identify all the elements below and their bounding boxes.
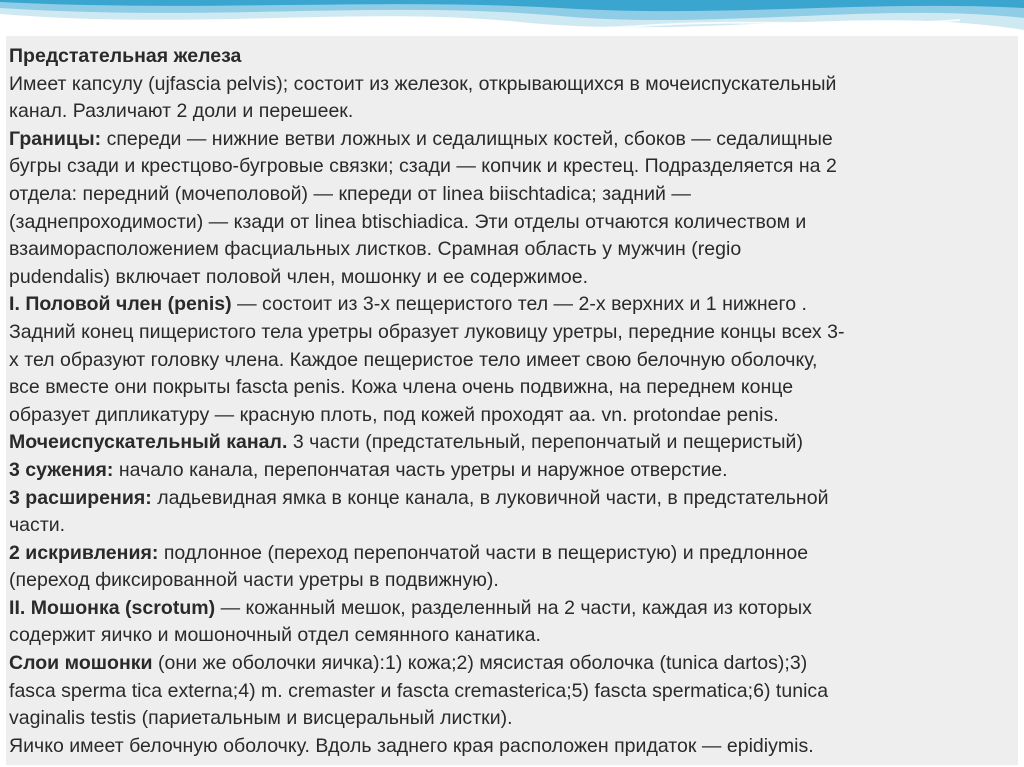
text-run: fasca sperma tica externa;4) m. cremaster и fascta cremasterica;5) fascta spermatica;6) tunica <box>9 679 829 702</box>
text-run: х тел образуют головку члена. Каждое пещеристое тело имеет свою белочную оболочку, <box>9 348 818 371</box>
text-line <box>9 209 1009 237</box>
text-run: все вместе они покрыты fascta penis. Кожа члена очень подвижна, на переднем конце <box>9 376 794 399</box>
text-run: начало канала, перепончатая часть уретры и наружное отверстие. <box>113 458 728 481</box>
bold-heading: I. Половой член (penis) <box>9 293 232 316</box>
bold-heading: Границы: <box>9 127 102 150</box>
wave-mid <box>0 0 1024 20</box>
text-run: (переход фиксированной части уретры в подвижную). <box>9 569 499 592</box>
text-line <box>9 540 1009 568</box>
text-run: содержит яичко и мошоночный отдел семянного канатика. <box>9 624 541 647</box>
text-line <box>9 374 1009 402</box>
text-line <box>9 622 1009 650</box>
text-line <box>9 457 1009 485</box>
text-run: канал. Различают 2 доли и перешеек. <box>9 100 354 123</box>
text-run: бугры сзади и крестцово-бугровые связки; сзади — копчик и крестец. Подразделяется на 2 <box>9 155 837 178</box>
bold-heading: 2 искривления: <box>9 541 159 564</box>
text-line <box>9 71 1009 99</box>
wave-dark <box>0 0 1024 11</box>
wave-highlight <box>300 20 960 30</box>
text-line <box>9 98 1009 126</box>
text-line <box>9 678 1009 706</box>
bold-heading: II. Мошонка (scrotum) <box>9 596 216 619</box>
text-line <box>9 733 1009 761</box>
slide-body <box>9 71 1009 761</box>
slide-text <box>9 43 1009 760</box>
text-line <box>9 126 1009 154</box>
text-line <box>9 181 1009 209</box>
text-run: vaginalis testis (париетальным и висцеральный листки). <box>9 707 513 730</box>
text-line <box>9 264 1009 292</box>
text-run: отдела: передний (мочеполовой) — кпереди от linea biischtadica; задний — <box>9 182 691 205</box>
text-run: Имеет капсулу (ujfascia pelvis); состоит из железок, открывающихся в мочеиспускательный <box>9 72 837 95</box>
wave-light <box>0 0 1024 30</box>
text-run: (заднепроходимости) — кзади от linea btischiadica. Эти отделы отчаются количеством и <box>9 210 807 233</box>
text-run: Задний конец пищеристого тела уретры образует луковицу уретры, передние концы всех 3- <box>9 320 845 343</box>
text-line <box>9 291 1009 319</box>
text-run: 3 части (предстательный, перепончатый и пещеристый) <box>287 431 803 454</box>
text-line <box>9 347 1009 375</box>
text-line <box>9 650 1009 678</box>
bold-heading: 3 расширения: <box>9 486 152 509</box>
text-line <box>9 402 1009 430</box>
text-line <box>9 429 1009 457</box>
text-run: pudendalis) включает половой член, мошонку и ее содержимое. <box>9 265 589 288</box>
text-run: подлонное (переход перепончатой части в пещеристую) и предлонное <box>158 541 809 564</box>
text-run: образует дипликатуру — красную плоть, под кожей проходят аа. vn. protondae penis. <box>9 403 779 426</box>
text-line <box>9 319 1009 347</box>
text-run: — состоит из 3-х пещеристого тел — 2-х верхних и 1 нижнего . <box>231 293 807 316</box>
text-line <box>9 485 1009 513</box>
text-line <box>9 705 1009 733</box>
text-line <box>9 512 1009 540</box>
text-line <box>9 567 1009 595</box>
text-line <box>9 595 1009 623</box>
text-run: — кожанный мешок, разделенный на 2 части, каждая из которых <box>215 596 812 619</box>
text-run: (они же оболочки яичка):1) кожа;2) мясистая оболочка (tunica dartos);3) <box>152 652 808 675</box>
text-run: взаиморасположением фасциальных листков. Срамная область у мужчин (regio <box>9 238 742 261</box>
text-run: части. <box>9 514 66 537</box>
bold-heading: 3 сужения: <box>9 458 114 481</box>
text-line <box>9 153 1009 181</box>
text-run: Яичко имеет белочную оболочку. Вдоль заднего края расположен придаток — epidiymis. <box>9 734 814 757</box>
text-run: ладьевидная ямка в конце канала, в луковичной части, в предстательной <box>151 486 829 509</box>
bold-heading: Слои мошонки <box>9 652 153 675</box>
slide-title: Предстательная железа <box>9 45 242 67</box>
text-run: спереди — нижние ветви ложных и седалищных костей, сбоков — седалищные <box>101 127 833 150</box>
bold-heading: Мочеиспускательный канал. <box>9 431 288 454</box>
text-line <box>9 236 1009 264</box>
